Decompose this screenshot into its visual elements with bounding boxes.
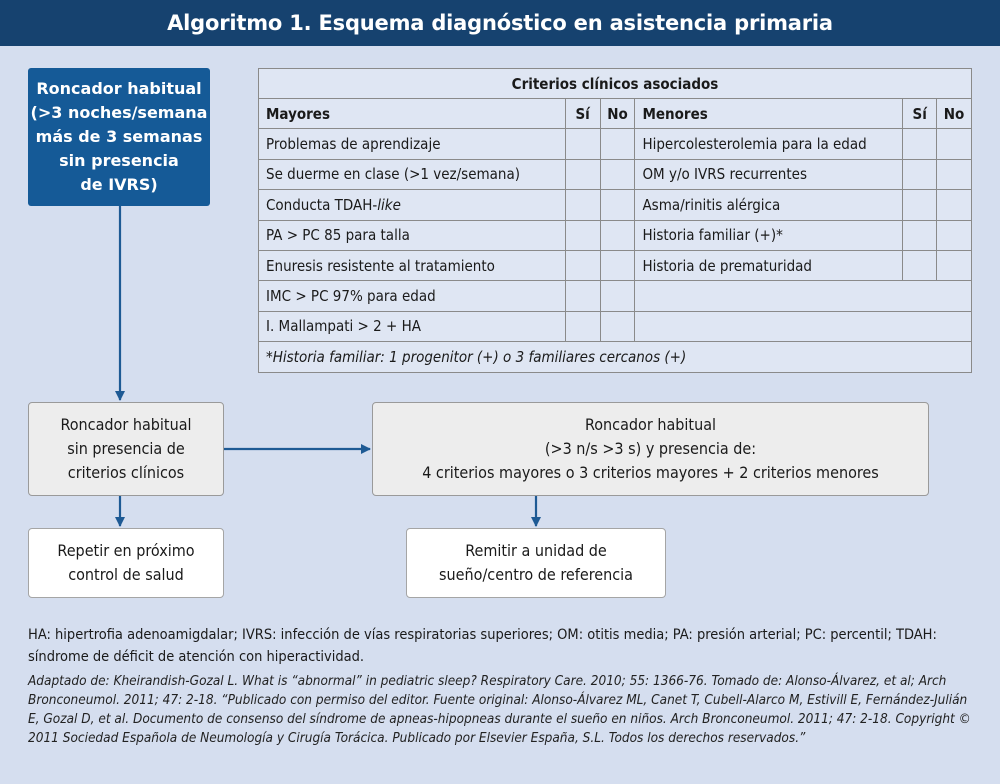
yes-checkbox-cell — [565, 311, 600, 341]
criteria-row — [259, 220, 972, 250]
criteria-row — [259, 281, 972, 311]
no-checkbox-cell — [600, 250, 635, 280]
minor-criterion: Asma/rinitis alérgica — [635, 190, 903, 220]
no-checkbox-cell — [937, 190, 972, 220]
minor-criterion: Historia familiar (+)* — [635, 220, 903, 250]
major-criterion: IMC > PC 97% para edad — [259, 281, 566, 311]
no-criteria-box: Roncador habitual sin presencia de criterios clínicos — [28, 402, 224, 496]
no-checkbox-cell — [937, 129, 972, 159]
no-checkbox-cell — [937, 159, 972, 189]
major-criterion: Problemas de aprendizaje — [259, 129, 566, 159]
yes-checkbox-cell — [903, 129, 937, 159]
criteria-row — [259, 129, 972, 159]
no-checkbox-cell — [600, 159, 635, 189]
major-criterion: PA > PC 85 para talla — [259, 220, 566, 250]
criteria-table-header: Criterios clínicos asociados — [259, 69, 972, 99]
column-header-menores: Menores — [635, 99, 903, 129]
major-criterion: I. Mallampati > 2 + HA — [259, 311, 566, 341]
yes-checkbox-cell — [565, 220, 600, 250]
criteria-row — [259, 250, 972, 280]
page-title: Algoritmo 1. Esquema diagnóstico en asistencia primaria — [0, 0, 1000, 46]
no-checkbox-cell — [600, 311, 635, 341]
yes-checkbox-cell — [565, 250, 600, 280]
empty-minor-cell — [635, 311, 972, 341]
column-header-yes: Sí — [565, 99, 600, 129]
table-footnote: *Historia familiar: 1 progenitor (+) o 3 familiares cercanos (+) — [259, 342, 972, 372]
start-box-habitual-snorer: Roncador habitual (>3 noches/semana más de 3 semanas sin presencia de IVRS) — [28, 68, 210, 206]
refer-sleep-unit-box: Remitir a unidad de sueño/centro de referencia — [406, 528, 666, 598]
column-header-mayores: Mayores — [259, 99, 566, 129]
minor-criterion: Historia de prematuridad — [635, 250, 903, 280]
source-citation: Adaptado de: Kheirandish-Gozal L. What is “abnormal” in pediatric sleep? Respiratory Care. 2010; 55: 1366-76. Tomado de: Alonso-Álvarez, et al; Arch Bronconeumol. 2011; 47: 2-18. “Publicado con permiso del editor. Fuente original: Alonso-Álvarez ML, Canet T, Cubell-Alarco M, Estivill E, Fernández-Julián E, Gozal D, et al. Documento de consenso del síndrome de apneas-hipopneas durante el sueño en niños. Arch Bronconeumol. 2011; 47: 2-18. Copyright © 2011 Sociedad Española de Neumología y Cirugía Torácica. Publicado por Elsevier España, S.L. Todos los derechos reservados.” — [28, 673, 971, 746]
yes-checkbox-cell — [565, 159, 600, 189]
minor-criterion: Hipercolesterolemia para la edad — [635, 129, 903, 159]
major-criterion: Conducta TDAH-like — [259, 190, 566, 220]
column-header-yes: Sí — [903, 99, 937, 129]
yes-checkbox-cell — [565, 129, 600, 159]
minor-criterion: OM y/o IVRS recurrentes — [635, 159, 903, 189]
no-checkbox-cell — [600, 281, 635, 311]
clinical-criteria-table — [258, 68, 972, 373]
criteria-present-box: Roncador habitual (>3 n/s >3 s) y presencia de: 4 criterios mayores o 3 criterios mayores + 2 criterios menores — [372, 402, 929, 496]
column-header-no: No — [937, 99, 972, 129]
criteria-row — [259, 190, 972, 220]
yes-checkbox-cell — [903, 190, 937, 220]
abbreviations-legend: HA: hipertrofia adenoamigdalar; IVRS: infección de vías respiratorias superiores; OM: otitis media; PA: presión arterial; PC: percentil; TDAH: síndrome de déficit de atención con hiperactividad. — [28, 627, 937, 665]
no-checkbox-cell — [600, 220, 635, 250]
column-header-no: No — [600, 99, 635, 129]
yes-checkbox-cell — [903, 250, 937, 280]
major-criterion: Enuresis resistente al tratamiento — [259, 250, 566, 280]
criteria-row — [259, 311, 972, 341]
yes-checkbox-cell — [565, 281, 600, 311]
no-checkbox-cell — [937, 220, 972, 250]
empty-minor-cell — [635, 281, 972, 311]
criteria-row — [259, 159, 972, 189]
repeat-control-box: Repetir en próximo control de salud — [28, 528, 224, 598]
yes-checkbox-cell — [565, 190, 600, 220]
footnote-row — [259, 342, 972, 372]
no-checkbox-cell — [600, 129, 635, 159]
yes-checkbox-cell — [903, 159, 937, 189]
major-criterion: Se duerme en clase (>1 vez/semana) — [259, 159, 566, 189]
no-checkbox-cell — [937, 250, 972, 280]
yes-checkbox-cell — [903, 220, 937, 250]
no-checkbox-cell — [600, 190, 635, 220]
